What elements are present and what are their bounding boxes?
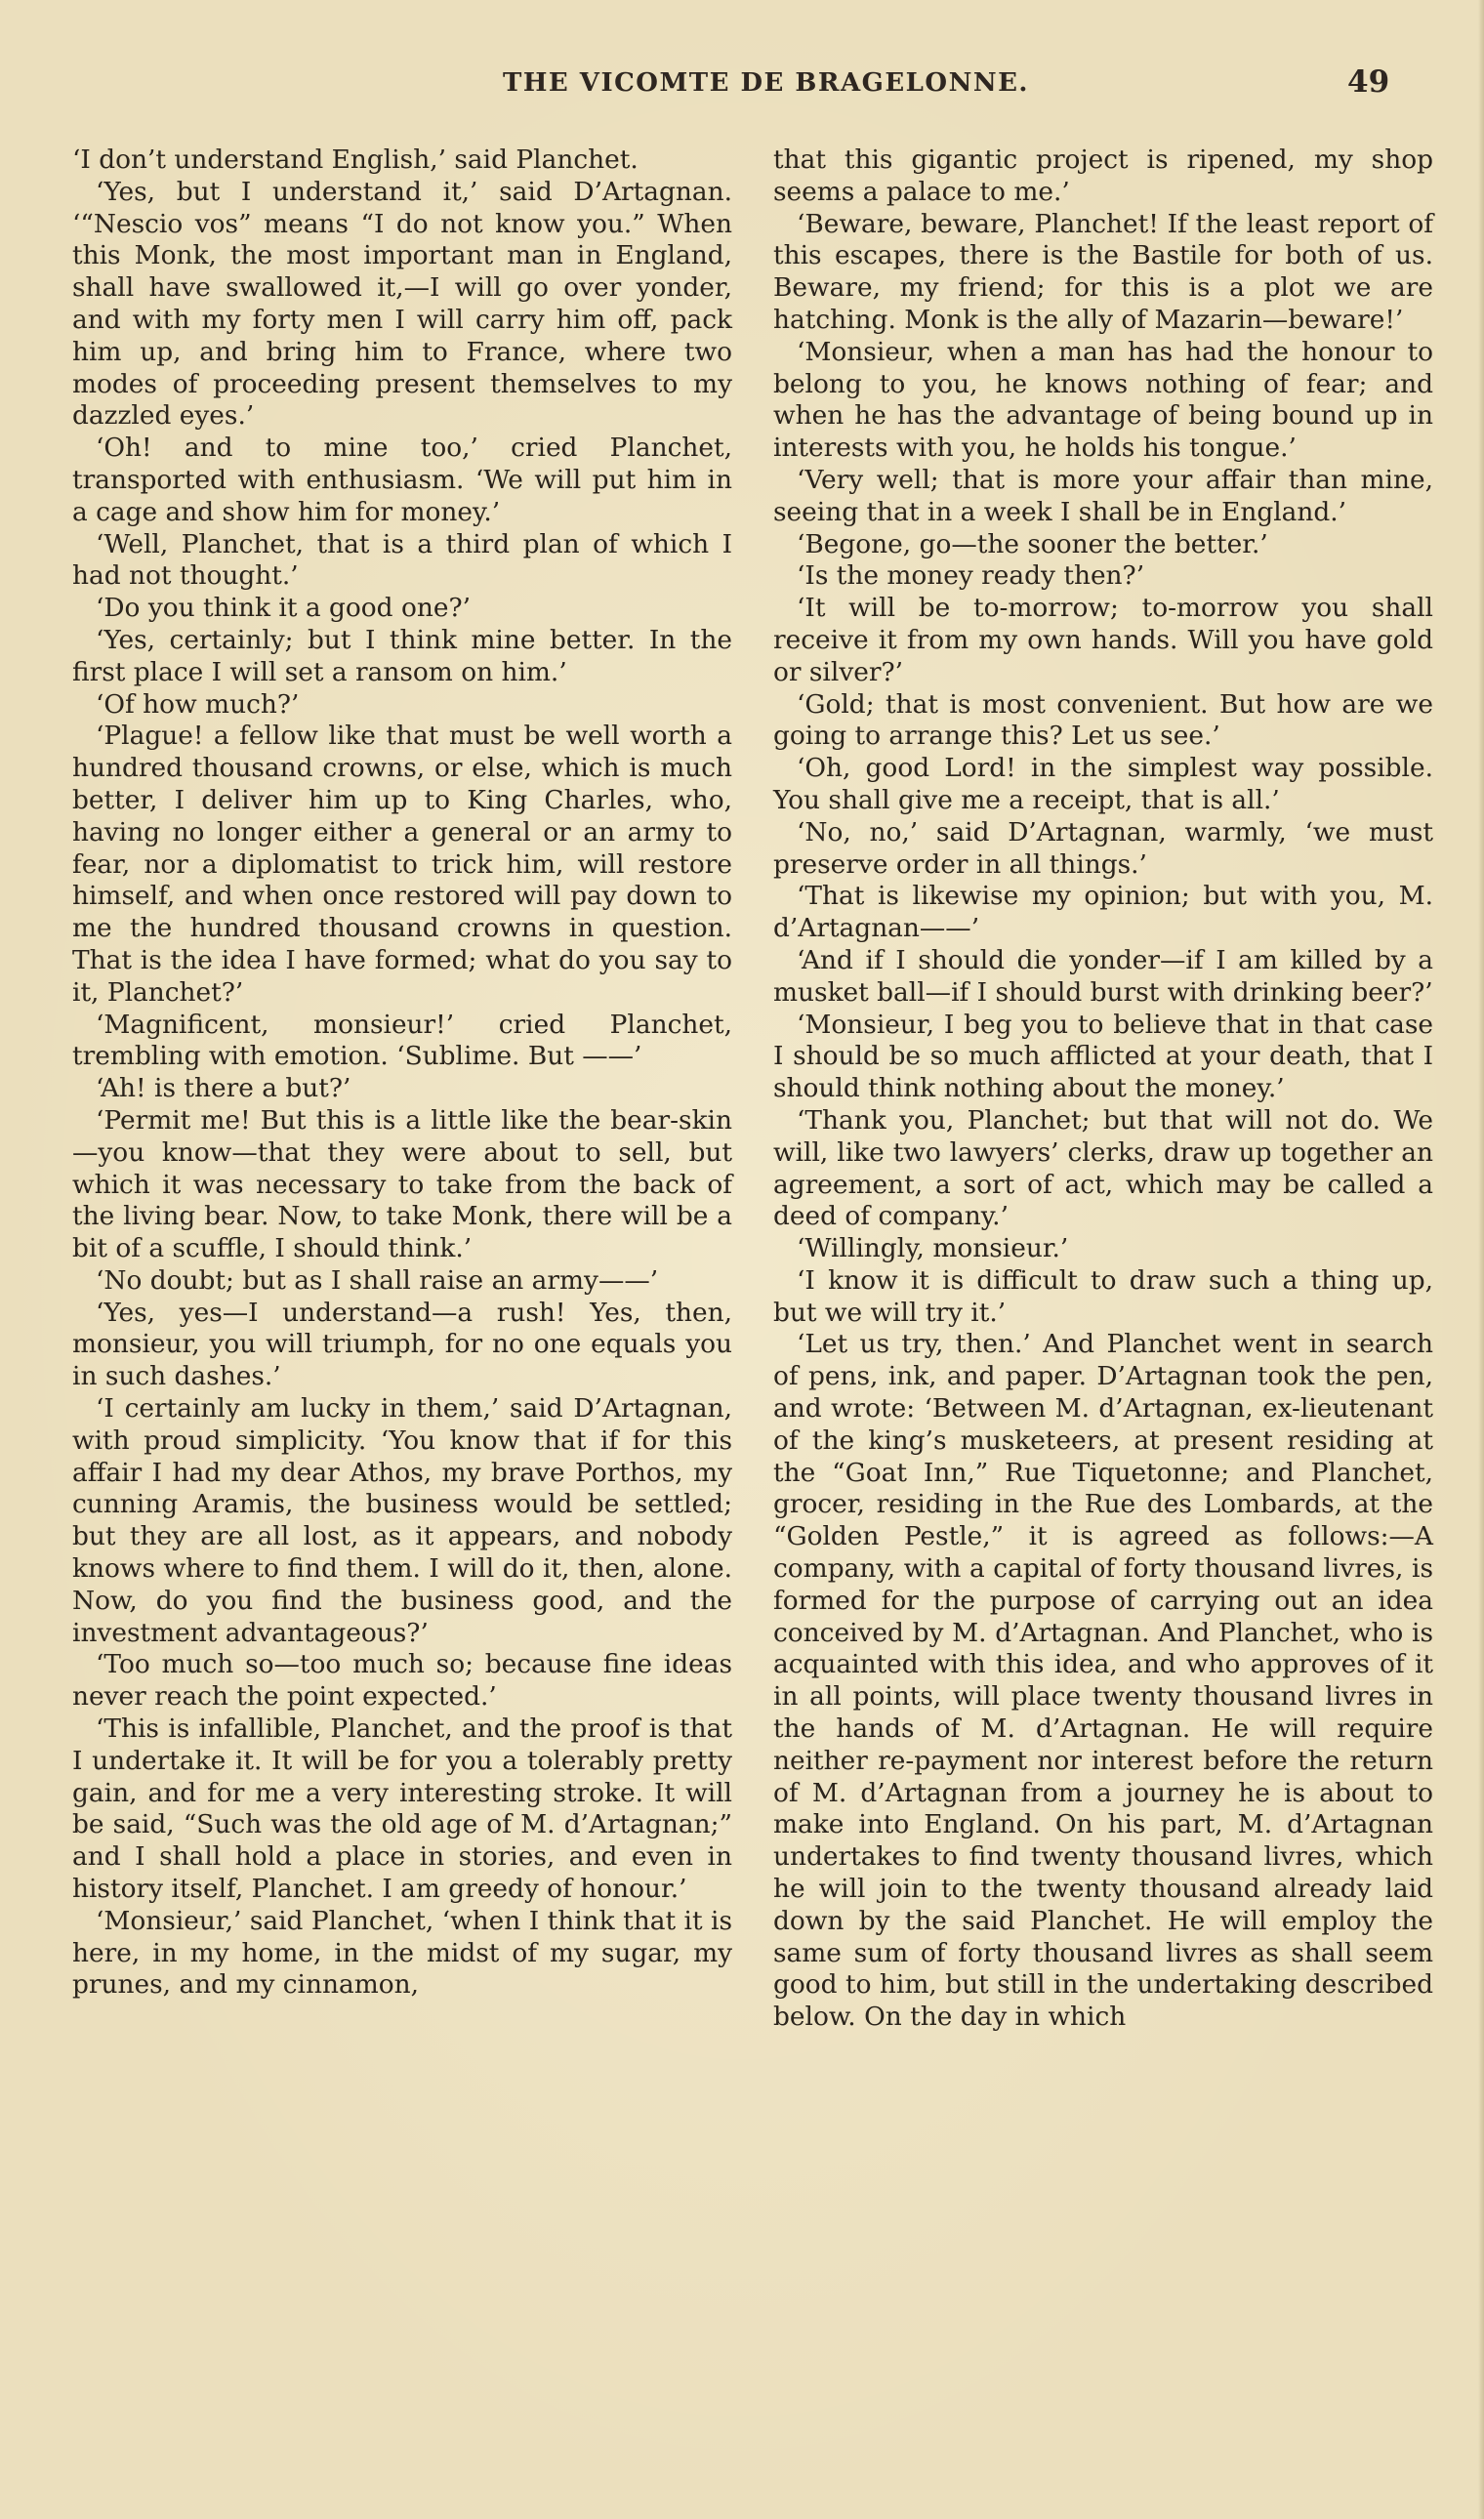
paragraph: ‘Too much so—too much so; because fine ideas never reach the point expected.’ [72, 1649, 732, 1713]
paragraph: ‘That is likewise my opinion; but with you, M. d’Artagnan——’ [773, 881, 1433, 944]
paragraph: ‘Thank you, Planchet; but that will not do. We will, like two lawyers’ clerks, draw up together an agreement, a sort of act, which may be called a deed of company.’ [773, 1104, 1433, 1232]
paragraph: ‘Plague! a fellow like that must be well worth a hundred thousand crowns, or else, which is much better, I deliver him up to King Charles, who, having no longer either a general or an army to fear, nor a diplomatist to trick him, will restore himself, and when once restored will pay down to me the hundred thousand crowns in question. That is the idea I have formed; what do you say to it, Planchet?’ [72, 721, 732, 1008]
paragraph: ‘Ah! is there a but?’ [96, 1073, 351, 1104]
paragraph: ‘Gold; that is most convenient. But how are we going to arrange this? Let us see.’ [773, 688, 1433, 752]
page-number: 49 [1347, 64, 1390, 100]
paragraph: ‘Willingly, monsieur.’ [797, 1233, 1069, 1264]
paragraph: ‘This is infallible, Planchet, and the proof is that I undertake it. It will be for you a tolerably pretty gain, and for me a very interesting stroke. It will be said, “Such was the old age of M. d’Artagnan;” and I shall hold a place in stories, and even in history itself, Planchet. I am greedy of honour.’ [72, 1714, 732, 1905]
running-header: THE VICOMTE DE BRAGELONNE. [503, 68, 1029, 98]
paragraph: that this gigantic project is ripened, my shop seems a palace to me.’ [773, 145, 1433, 207]
paragraph: ‘And if I should die yonder—if I am killed by a musket ball—if I should burst with drinking beer?’ [773, 944, 1433, 1008]
paragraph: ‘Monsieur, when a man has had the honour to belong to you, he knows nothing of fear; and when he has the advantage of being bound up in interests with you, he holds his tongue.’ [773, 336, 1433, 464]
paragraph: ‘Yes, certainly; but I think mine better. In the first place I will set a ransom on him.’ [72, 624, 732, 687]
paragraph: ‘Oh! and to mine too,’ cried Planchet, transported with enthusiasm. ‘We will put him in a cage and show him for money.’ [72, 433, 732, 527]
paragraph: ‘Monsieur,’ said Planchet, ‘when I think that it is here, in my home, in the midst of my sugar, my prunes, and my cinnamon, [72, 1905, 732, 2001]
paragraph: ‘Monsieur, I beg you to believe that in that case I should be so much afflicted at your death, that I should think nothing about the money.’ [773, 1009, 1433, 1104]
paragraph: ‘Magnificent, monsieur!’ cried Planchet, trembling with emotion. ‘Sublime. But ——’ [72, 1009, 732, 1072]
paragraph: ‘Let us try, then.’ And Planchet went in search of pens, ink, and paper. D’Artagnan took the pen, and wrote: ‘Between M. d’Artagnan, ex-lieutenant of the king’s musketeers, at present residing at the “Goat Inn,” Rue Tiquetonne; and Planchet, grocer, residing in the Rue des Lombards, at the “Golden Pestle,” it is agreed as follows:—A company, with a capital of forty thousand livres, is formed for the purpose of carrying out an idea conceived by M. d’Artagnan. And Planchet, who is acquainted with this idea, and who approves of it in all points, will place twenty thousand livres in the hands of M. d’Artagnan. He will require neither re-payment nor interest before the return of M. d’Artagnan from a journey he is about to make into England. On his part, M. d’Artagnan undertakes to find twenty thousand livres, which he will join to the twenty thousand already laid down by the said Planchet. He will employ the same sum of forty thousand livres as shall seem good to him, but still in the undertaking described below. On the day in which [773, 1329, 1433, 2033]
paragraph: ‘I know it is difficult to draw such a thing up, but we will try it.’ [773, 1264, 1433, 1328]
left-column [72, 145, 732, 2002]
paragraph: ‘Is the money ready then?’ [797, 560, 1145, 592]
page-edge-shadow [1478, 0, 1484, 2519]
paragraph: ‘No doubt; but as I shall raise an army——’ [96, 1264, 659, 1296]
paragraph: ‘Yes, but I understand it,’ said D’Artagnan. ‘“Nescio vos” means “I do not know you.” When this Monk, the most important man in England, shall have swallowed it,—I will go over yonder, and with my forty men I will carry him off, pack him up, and bring him to France, where two modes of proceeding present themselves to my dazzled eyes.’ [72, 176, 732, 432]
paragraph: ‘Of how much?’ [96, 688, 300, 720]
paragraph: ‘Yes, yes—I understand—a rush! Yes, then, monsieur, you will triumph, for no one equals you in such dashes.’ [72, 1297, 732, 1392]
paragraph: ‘I certainly am lucky in them,’ said D’Artagnan, with proud simplicity. ‘You know that if for this affair I had my dear Athos, my brave Porthos, my cunning Aramis, the business would be settled; but they are all lost, as it appears, and nobody knows where to find them. I will do it, then, alone. Now, do you find the business good, and the investment advantageous?’ [72, 1393, 732, 1648]
paragraph: ‘No, no,’ said D’Artagnan, warmly, ‘we must preserve order in all things.’ [773, 816, 1433, 880]
paragraph: ‘It will be to-morrow; to-morrow you shall receive it from my own hands. Will you have gold or silver?’ [773, 593, 1433, 687]
paragraph: ‘Well, Planchet, that is a third plan of which I had not thought.’ [72, 528, 732, 592]
paragraph: ‘Oh, good Lord! in the simplest way possible. You shall give me a receipt, that is all.’ [773, 753, 1433, 815]
paragraph: ‘Beware, beware, Planchet! If the least report of this escapes, there is the Bastile for both of us. Beware, my friend; for this is a plot we are hatching. Monk is the ally of Mazarin—beware!’ [773, 208, 1433, 335]
paragraph: ‘Permit me! But this is a little like the bear-skin—you know—that they were about to sell, but which it was necessary to take from the back of the living bear. Now, to take Monk, there will be a bit of a scuffle, I should think.’ [72, 1104, 732, 1264]
right-column [773, 145, 1433, 2034]
paragraph: ‘Do you think it a good one?’ [96, 593, 471, 624]
paragraph: ‘I don’t understand English,’ said Planchet. [72, 145, 639, 175]
paragraph: ‘Very well; that is more your affair than mine, seeing that in a week I shall be in England.’ [773, 464, 1433, 527]
paragraph: ‘Begone, go—the sooner the better.’ [797, 528, 1268, 559]
